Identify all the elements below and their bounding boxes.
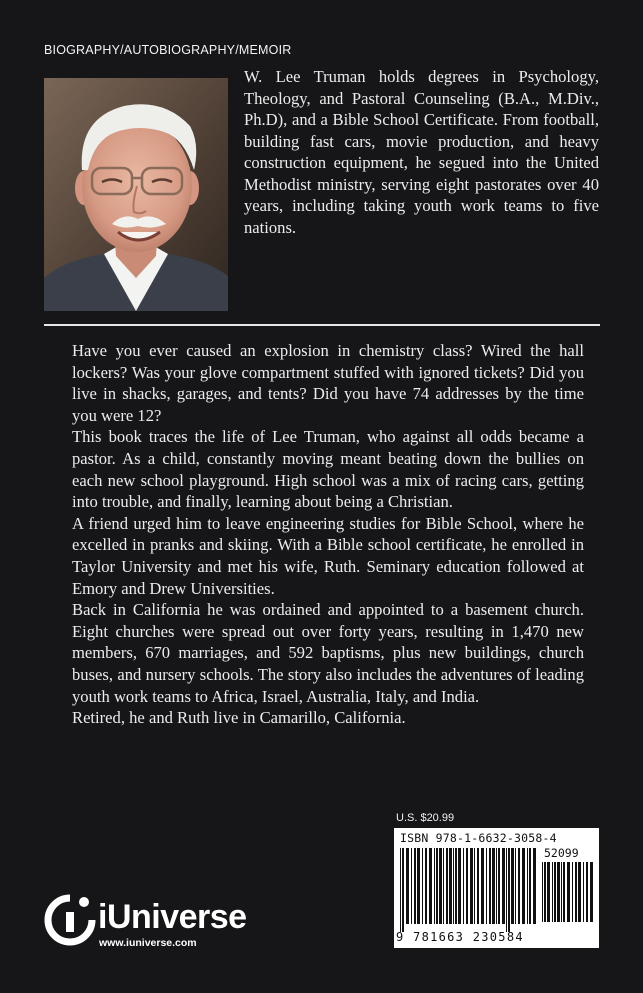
barcode-bar [434, 848, 435, 924]
isbn-label: ISBN 978-1-6632-3058-4 [400, 831, 557, 845]
ean-digits: 9 781663 230584 [396, 930, 524, 944]
blurb-paragraph: This book traces the life of Lee Truman, who against all odds became a pastor. As a child, constantly moving meant beating down the bullies on each new school playground. High school was a mix of racing cars, getting into trouble, and finally, learning about being a Christian. [72, 427, 584, 512]
barcode-bar [470, 848, 473, 924]
genre-label: BIOGRAPHY/AUTOBIOGRAPHY/MEMOIR [44, 43, 292, 57]
barcode-bar [429, 848, 432, 924]
barcode-bar [466, 848, 468, 924]
barcode-bar [449, 848, 452, 924]
barcode-bar [547, 862, 550, 922]
barcode-bar [586, 862, 588, 922]
barcode-bar [544, 862, 546, 922]
barcode-bar [486, 848, 487, 924]
barcode-bar [443, 848, 444, 924]
barcode-bar [590, 862, 593, 922]
price-label: U.S. $20.99 [396, 812, 455, 824]
publisher-logo [44, 892, 284, 952]
barcode-bar [578, 862, 581, 922]
barcode-bar [583, 862, 584, 922]
barcode-bar [481, 848, 484, 924]
price-code: 52099 [544, 846, 579, 860]
blurb-paragraph: A friend urged him to leave engineering studies for Bible School, where he excelled in pranks and skiing. With a Bible school certificate, he enrolled in Taylor University and met his wife, Ruth. Seminary education followed at Emory and Drew Universities. [72, 513, 584, 598]
barcode-bar [496, 848, 497, 924]
ean-bars [400, 848, 540, 932]
barcode-bar [498, 848, 500, 924]
barcode-bar [554, 862, 556, 922]
barcode-bar [453, 848, 454, 924]
barcode-bar [522, 848, 525, 924]
barcode-bar [533, 848, 536, 924]
author-bio: W. Lee Truman holds degrees in Psychology, Theology, and Pastoral Counseling (B.A., M.Div., Ph.D), and a Bible School Certificate. From football, building fast cars, movie production, and heavy construction equipment, he segued into the United Methodist ministry, serving eight pastorates over 40 years, including taking youth work teams to five nations. [244, 67, 599, 237]
barcode-bar [561, 862, 562, 922]
barcode-bar [572, 862, 573, 922]
barcode-bar [542, 862, 543, 922]
barcode-bar [563, 862, 565, 922]
barcode-bar [439, 848, 442, 924]
barcode-bar [557, 862, 560, 922]
barcode-bar [529, 848, 531, 924]
barcode-bar [422, 848, 423, 924]
barcode-bar [446, 848, 448, 924]
blurb-paragraph: Back in California he was ordained and appointed to a basement church. Eight churches were spread out over forty years, resulting in 1,470 new members, 670 marriages, and 592 baptisms, plus new buildings, church buses, and nursery schools. The story also includes the adventures of leading youth work teams to Africa, Israel, Australia, Italy, and India. [72, 600, 584, 706]
iuniverse-swirl-icon [44, 892, 96, 948]
barcode-bar [502, 848, 505, 924]
barcode-bar [414, 848, 416, 924]
barcode-bar [474, 848, 475, 924]
barcode-bar [492, 848, 495, 924]
author-photo [44, 78, 228, 311]
publisher-url: www.iuniverse.com [99, 937, 197, 949]
barcode-bar [458, 848, 461, 924]
barcode-bar [425, 848, 427, 924]
barcode-bar [506, 848, 507, 932]
isbn-barcode [394, 828, 599, 948]
barcode-bar [518, 848, 520, 924]
book-blurb [72, 340, 584, 729]
barcode-bar [489, 848, 491, 924]
blurb-paragraph: Have you ever caused an explosion in chemistry class? Wired the hall lockers? Was your glove compartment stuffed with ignored tickets? Did you live in shacks, garages, and tents? Did you have 74 addresses by the time you were 12? [72, 341, 584, 425]
barcode-bar [527, 848, 528, 924]
barcode-bar [511, 848, 514, 924]
barcode-bar [552, 862, 553, 922]
barcode-bar [477, 848, 479, 924]
barcode-bar [463, 848, 464, 924]
barcode-bar [411, 848, 412, 924]
divider-rule [44, 324, 600, 326]
barcode-bar [402, 848, 404, 932]
barcode-bar [436, 848, 438, 924]
barcode-bar [575, 862, 577, 922]
barcode-bar [400, 848, 401, 932]
barcode-bar [406, 848, 409, 924]
barcode-bar [508, 848, 510, 932]
blurb-paragraph: Retired, he and Ruth live in Camarillo, California. [72, 708, 406, 728]
barcode-bar [567, 862, 570, 922]
barcode-bar [417, 848, 420, 924]
addon-bars [542, 862, 594, 932]
publisher-name: iUniverse [98, 898, 247, 936]
barcode-bar [515, 848, 516, 924]
barcode-bar [455, 848, 457, 924]
